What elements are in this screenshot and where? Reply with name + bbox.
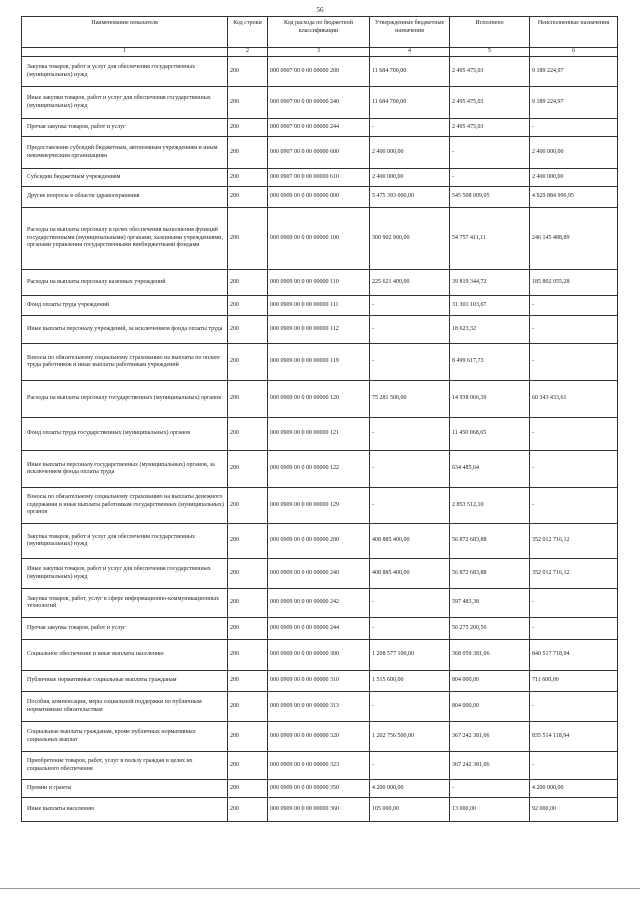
table-cell-unexecuted: 352 012 716,12 <box>530 524 618 559</box>
table-cell-unexecuted: 2 400 000,00 <box>530 169 618 187</box>
table-cell-expense-code: 000 0909 00 0 00 00000 200 <box>268 524 370 559</box>
table-cell-line: 200 <box>228 798 268 822</box>
column-number-row <box>22 48 618 57</box>
table-cell-line: 200 <box>228 270 268 296</box>
table-cell-unexecuted: 4 929 884 990,95 <box>530 187 618 208</box>
table-cell-approved: - <box>370 296 450 316</box>
table-cell-name: Премии и гранты <box>22 780 228 798</box>
table-cell-unexecuted: - <box>530 752 618 780</box>
table-row <box>22 187 618 208</box>
table-cell-name: Социальное обеспечение и иные выплаты населению <box>22 640 228 671</box>
table-row <box>22 344 618 381</box>
table-row <box>22 119 618 137</box>
header-approved: Утвержденные бюджетные назначения <box>370 17 450 48</box>
table-cell-expense-code: 000 0907 00 0 00 00000 244 <box>268 119 370 137</box>
table-cell-line: 200 <box>228 559 268 589</box>
table-cell-executed: 634 485,64 <box>450 451 530 488</box>
table-cell-executed: 545 508 009,05 <box>450 187 530 208</box>
table-cell-approved: - <box>370 316 450 344</box>
table-cell-expense-code: 000 0909 00 0 00 00000 320 <box>268 722 370 752</box>
table-cell-approved: 1 202 756 500,00 <box>370 722 450 752</box>
table-cell-unexecuted: - <box>530 418 618 451</box>
table-cell-expense-code: 000 0909 00 0 00 00000 129 <box>268 488 370 524</box>
table-cell-expense-code: 000 0909 00 0 00 00000 323 <box>268 752 370 780</box>
table-cell-expense-code: 000 0909 00 0 00 00000 121 <box>268 418 370 451</box>
table-cell-approved: 408 885 400,00 <box>370 524 450 559</box>
table-cell-name: Расходы на выплаты персоналу государственных (муниципальных) органов <box>22 381 228 418</box>
table-cell-approved: - <box>370 589 450 618</box>
table-cell-executed: 8 499 617,73 <box>450 344 530 381</box>
table-row <box>22 137 618 169</box>
table-cell-line: 200 <box>228 87 268 119</box>
table-cell-line: 200 <box>228 752 268 780</box>
table-cell-line: 200 <box>228 137 268 169</box>
table-cell-line: 200 <box>228 589 268 618</box>
header-executed: Исполнено <box>450 17 530 48</box>
table-header <box>22 17 618 57</box>
table-cell-line: 200 <box>228 488 268 524</box>
table-cell-executed: 367 242 381,06 <box>450 752 530 780</box>
table-cell-name: Предоставление субсидий бюджетным, автономным учреждениям и иным некоммерческим организациям <box>22 137 228 169</box>
table-row <box>22 451 618 488</box>
table-row <box>22 270 618 296</box>
column-number: 4 <box>370 48 450 57</box>
table-cell-executed: 2 853 512,10 <box>450 488 530 524</box>
table-cell-line: 200 <box>228 344 268 381</box>
table-row <box>22 671 618 692</box>
table-cell-approved: - <box>370 692 450 722</box>
table-cell-line: 200 <box>228 692 268 722</box>
table-cell-name: Закупка товаров, работ и услуг для обеспечения государственных (муниципальных) нужд <box>22 57 228 87</box>
table-cell-unexecuted: 835 514 118,94 <box>530 722 618 752</box>
table-cell-unexecuted: 2 400 000,00 <box>530 137 618 169</box>
table-cell-unexecuted: 60 343 433,61 <box>530 381 618 418</box>
column-number: 3 <box>268 48 370 57</box>
table-row <box>22 418 618 451</box>
table-cell-approved: 105 000,00 <box>370 798 450 822</box>
table-cell-name: Взносы по обязательному социальному страхованию на выплаты по оплате труда работников и иные выплаты работникам учреждений <box>22 344 228 381</box>
table-cell-executed: 368 059 381,06 <box>450 640 530 671</box>
table-cell-unexecuted: 4 200 000,00 <box>530 780 618 798</box>
table-cell-expense-code: 000 0909 00 0 00 00000 360 <box>268 798 370 822</box>
table-cell-line: 200 <box>228 418 268 451</box>
table-row <box>22 798 618 822</box>
table-cell-name: Расходы на выплаты персоналу казенных учреждений <box>22 270 228 296</box>
table-cell-expense-code: 000 0909 00 0 00 00000 100 <box>268 208 370 270</box>
table-cell-approved: 1 515 600,00 <box>370 671 450 692</box>
table-cell-expense-code: 000 0907 00 0 00 00000 600 <box>268 137 370 169</box>
table-cell-approved: 1 208 577 100,00 <box>370 640 450 671</box>
table-cell-executed: - <box>450 137 530 169</box>
table-cell-executed: 31 301 103,67 <box>450 296 530 316</box>
table-cell-name: Публичные нормативные социальные выплаты гражданам <box>22 671 228 692</box>
table-row <box>22 169 618 187</box>
table-cell-line: 200 <box>228 187 268 208</box>
table-cell-expense-code: 000 0909 00 0 00 00000 242 <box>268 589 370 618</box>
table-cell-approved: - <box>370 119 450 137</box>
table-cell-unexecuted: - <box>530 692 618 722</box>
table-cell-approved: 300 902 900,00 <box>370 208 450 270</box>
table-cell-approved: - <box>370 618 450 640</box>
table-cell-name: Иные закупки товаров, работ и услуг для обеспечения государственных (муниципальных) нужд <box>22 559 228 589</box>
table-cell-executed: 2 495 475,03 <box>450 87 530 119</box>
table-row <box>22 722 618 752</box>
table-cell-approved: - <box>370 344 450 381</box>
table-cell-expense-code: 000 0909 00 0 00 00000 122 <box>268 451 370 488</box>
table-cell-expense-code: 000 0909 00 0 00 00000 110 <box>268 270 370 296</box>
table-cell-line: 200 <box>228 451 268 488</box>
table-cell-executed: 367 242 381,06 <box>450 722 530 752</box>
table-row <box>22 87 618 119</box>
table-cell-name: Иные выплаты персоналу учреждений, за исключением фонда оплаты труда <box>22 316 228 344</box>
table-cell-unexecuted: - <box>530 316 618 344</box>
table-cell-line: 200 <box>228 208 268 270</box>
table-row <box>22 381 618 418</box>
table-cell-unexecuted: 185 802 055,28 <box>530 270 618 296</box>
table-row <box>22 752 618 780</box>
header-indicator-name: Наименование показателя <box>22 17 228 48</box>
header-expense-code: Код расхода по бюджетной классификации <box>268 17 370 48</box>
table-cell-approved: 4 200 000,00 <box>370 780 450 798</box>
table-cell-approved: - <box>370 451 450 488</box>
table-cell-unexecuted: 9 189 224,97 <box>530 57 618 87</box>
column-number: 6 <box>530 48 618 57</box>
page-bottom-line <box>0 888 640 889</box>
table-row <box>22 640 618 671</box>
table-cell-expense-code: 000 0907 00 0 00 00000 610 <box>268 169 370 187</box>
table-cell-executed: 56 872 683,88 <box>450 524 530 559</box>
header-row <box>22 17 618 48</box>
column-number: 5 <box>450 48 530 57</box>
table-cell-expense-code: 000 0907 00 0 00 00000 240 <box>268 87 370 119</box>
table-cell-name: Прочая закупка товаров, работ и услуг <box>22 618 228 640</box>
table-cell-executed: 56 275 200,50 <box>450 618 530 640</box>
table-row <box>22 316 618 344</box>
table-cell-name: Закупка товаров, работ, услуг в сфере информационно-коммуникационных технологий <box>22 589 228 618</box>
table-cell-name: Иные выплаты населению <box>22 798 228 822</box>
table-cell-expense-code: 000 0909 00 0 00 00000 000 <box>268 187 370 208</box>
table-cell-name: Взносы по обязательному социальному страхованию на выплаты денежного содержания и иные выплаты работникам государственных (муниципальных) органов <box>22 488 228 524</box>
table-row <box>22 208 618 270</box>
table-cell-line: 200 <box>228 169 268 187</box>
table-cell-expense-code: 000 0907 00 0 00 00000 200 <box>268 57 370 87</box>
table-cell-expense-code: 000 0909 00 0 00 00000 310 <box>268 671 370 692</box>
table-cell-executed: 13 000,00 <box>450 798 530 822</box>
table-row <box>22 559 618 589</box>
table-cell-approved: - <box>370 488 450 524</box>
table-cell-name: Субсидии бюджетным учреждениям <box>22 169 228 187</box>
table-cell-executed: 2 495 475,03 <box>450 119 530 137</box>
table-cell-line: 200 <box>228 524 268 559</box>
table-row <box>22 296 618 316</box>
column-number: 2 <box>228 48 268 57</box>
table-cell-line: 200 <box>228 316 268 344</box>
table-cell-executed: 11 450 068,65 <box>450 418 530 451</box>
table-cell-expense-code: 000 0909 00 0 00 00000 111 <box>268 296 370 316</box>
table-cell-name: Социальные выплаты гражданам, кроме публичных нормативных социальных выплат <box>22 722 228 752</box>
table-cell-executed: 804 000,00 <box>450 671 530 692</box>
table-cell-expense-code: 000 0909 00 0 00 00000 120 <box>268 381 370 418</box>
table-cell-unexecuted: - <box>530 296 618 316</box>
table-cell-name: Фонд оплаты труда учреждений <box>22 296 228 316</box>
table-cell-executed: 597 483,38 <box>450 589 530 618</box>
table-cell-executed: 804 000,00 <box>450 692 530 722</box>
table-cell-name: Закупка товаров, работ и услуг для обеспечения государственных (муниципальных) нужд <box>22 524 228 559</box>
table-row <box>22 780 618 798</box>
table-cell-name: Приобретение товаров, работ, услуг в пользу граждан в целях их социального обеспечения <box>22 752 228 780</box>
table-cell-unexecuted: 9 189 224,97 <box>530 87 618 119</box>
table-cell-name: Другие вопросы в области здравоохранения <box>22 187 228 208</box>
table-cell-executed: 39 819 344,72 <box>450 270 530 296</box>
table-cell-executed: 56 872 683,88 <box>450 559 530 589</box>
table-cell-expense-code: 000 0909 00 0 00 00000 119 <box>268 344 370 381</box>
table-cell-name: Фонд оплаты труда государственных (муниципальных) органов <box>22 418 228 451</box>
table-cell-approved: 5 475 393 000,00 <box>370 187 450 208</box>
table-cell-line: 200 <box>228 671 268 692</box>
table-cell-expense-code: 000 0909 00 0 00 00000 244 <box>268 618 370 640</box>
table-cell-name: Иные выплаты персоналу государственных (муниципальных) органов, за исключением фонда оплаты труда <box>22 451 228 488</box>
table-cell-expense-code: 000 0909 00 0 00 00000 300 <box>268 640 370 671</box>
table-row <box>22 589 618 618</box>
column-number: 1 <box>22 48 228 57</box>
table-cell-executed: - <box>450 780 530 798</box>
table-cell-unexecuted: - <box>530 451 618 488</box>
table-cell-approved: 11 684 700,00 <box>370 57 450 87</box>
table-cell-name: Иные закупки товаров, работ и услуг для обеспечения государственных (муниципальных) нужд <box>22 87 228 119</box>
table-cell-executed: 2 495 475,03 <box>450 57 530 87</box>
table-cell-line: 200 <box>228 381 268 418</box>
table-row <box>22 618 618 640</box>
table-cell-expense-code: 000 0909 00 0 00 00000 313 <box>268 692 370 722</box>
table-cell-executed: 54 757 411,11 <box>450 208 530 270</box>
table-cell-unexecuted: - <box>530 488 618 524</box>
table-cell-unexecuted: - <box>530 119 618 137</box>
table-row <box>22 488 618 524</box>
table-cell-line: 200 <box>228 722 268 752</box>
table-row <box>22 692 618 722</box>
page-number: 56 <box>316 6 324 14</box>
table-cell-line: 200 <box>228 780 268 798</box>
header-line-code: Код строки <box>228 17 268 48</box>
budget-execution-table <box>21 16 618 822</box>
table-cell-approved: 2 400 000,00 <box>370 137 450 169</box>
table-cell-unexecuted: 92 000,00 <box>530 798 618 822</box>
table-cell-unexecuted: 840 517 718,94 <box>530 640 618 671</box>
table-cell-executed: 14 938 066,39 <box>450 381 530 418</box>
table-body <box>22 57 618 822</box>
table-cell-expense-code: 000 0909 00 0 00 00000 240 <box>268 559 370 589</box>
header-unexecuted: Неисполненные назначения <box>530 17 618 48</box>
table-cell-line: 200 <box>228 618 268 640</box>
table-cell-unexecuted: 352 012 716,12 <box>530 559 618 589</box>
table-cell-name: Прочая закупка товаров, работ и услуг <box>22 119 228 137</box>
table-cell-line: 200 <box>228 296 268 316</box>
table-cell-approved: 75 281 500,00 <box>370 381 450 418</box>
table-cell-expense-code: 000 0909 00 0 00 00000 350 <box>268 780 370 798</box>
table-cell-line: 200 <box>228 640 268 671</box>
table-cell-name: Пособия, компенсации, меры социальной поддержки по публичным нормативным обязательствам <box>22 692 228 722</box>
table-row <box>22 57 618 87</box>
table-cell-expense-code: 000 0909 00 0 00 00000 112 <box>268 316 370 344</box>
table-cell-unexecuted: - <box>530 589 618 618</box>
table-cell-executed: 18 623,32 <box>450 316 530 344</box>
table-cell-unexecuted: - <box>530 618 618 640</box>
table-cell-line: 200 <box>228 57 268 87</box>
table-cell-approved: 11 684 700,00 <box>370 87 450 119</box>
table-cell-approved: 225 621 400,00 <box>370 270 450 296</box>
table-row <box>22 524 618 559</box>
table-cell-unexecuted: 246 145 488,89 <box>530 208 618 270</box>
table-cell-name: Расходы на выплаты персоналу в целях обеспечения выполнения функций государственными (муниципальными) органами, казенными учреждениями, органами управления государственными внебюджетными фондами <box>22 208 228 270</box>
table-cell-line: 200 <box>228 119 268 137</box>
table-cell-unexecuted: - <box>530 344 618 381</box>
table-cell-approved: 2 400 000,00 <box>370 169 450 187</box>
table-cell-approved: 408 885 400,00 <box>370 559 450 589</box>
table-cell-unexecuted: 711 600,00 <box>530 671 618 692</box>
table-cell-approved: - <box>370 752 450 780</box>
table-cell-executed: - <box>450 169 530 187</box>
table-cell-approved: - <box>370 418 450 451</box>
